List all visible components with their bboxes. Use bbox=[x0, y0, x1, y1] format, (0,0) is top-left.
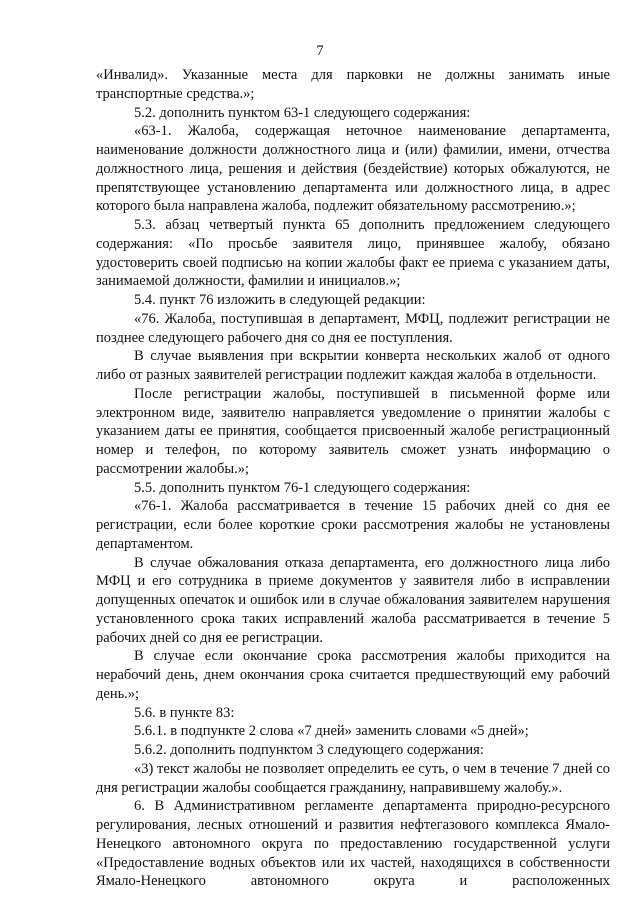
paragraph-76-1-refusal: В случае обжалования отказа департамента, его должностного лица либо МФЦ и его сотрудника в приеме документов у заявителя либо в исправлении допущенных опечаток и ошибок или в случае обжалования заявителем нарушения установленного срока таких исправлений жалоба рассматривается в течение 5 рабочих дней со дня ее регистрации. bbox=[96, 554, 610, 646]
paragraph-76: «76. Жалоба, поступившая в департамент, МФЦ, подлежит регистрации не позднее следующего рабочего дня со дня ее поступления. bbox=[96, 310, 610, 346]
paragraph-subpoint-3: «3) текст жалобы не позволяет определить ее суть, о чем в течение 7 дней со дня регистрации жалобы сообщается гражданину, направившему жалобу.». bbox=[96, 760, 610, 796]
paragraph-5-5: 5.5. дополнить пунктом 76-1 следующего содержания: bbox=[134, 479, 471, 496]
paragraph-5-6: 5.6. в пункте 83: bbox=[134, 704, 235, 721]
paragraph-5-4: 5.4. пункт 76 изложить в следующей редакции: bbox=[134, 292, 426, 308]
paragraph-76-notification: После регистрации жалобы, поступившей в письменной форме или электронном виде, заявителю направляется уведомление о принятии жалобы с указанием даты ее принятия, сообщается присвоенный жалобе регистрационный номер и телефон, по которому заявитель сможет узнать информацию о рассмотрении жалобы.»; bbox=[96, 385, 610, 477]
paragraph-5-6-1: 5.6.1. в подпункте 2 слова «7 дней» заменить словами «5 дней»; bbox=[134, 723, 529, 740]
paragraph-5-6-2: 5.6.2. дополнить подпунктом 3 следующего содержания: bbox=[134, 742, 484, 758]
page-number: 7 bbox=[316, 43, 324, 59]
paragraph-5-2: 5.2. дополнить пунктом 63-1 следующего содержания: bbox=[134, 104, 471, 121]
paragraph-63-1: «63-1. Жалоба, содержащая неточное наименование департамента, наименование должности должностного лица и (или) фамилии, имени, отчества должностного лица, решения и действия (бездействие) которых обжалуются, не препятствующее установлению департамента или должностного лица, в адрес которого была направлена жалоба, подлежит обязательному рассмотрению.»; bbox=[96, 123, 610, 215]
document-body bbox=[96, 66, 610, 891]
paragraph-5-3: 5.3. абзац четвертый пункта 65 дополнить предложением следующего содержания: «По просьбе заявителя лицо, принявшее жалобу, обязано удостоверить своей подписью на копии жалобы факт ее приема с указанием даты, занимаемой должности, фамилии и инициалов.»; bbox=[96, 217, 610, 290]
paragraph-parking-tail: «Инвалид». Указанные места для парковки не должны занимать иные транспортные средства.»; bbox=[96, 67, 610, 102]
paragraph-76-multiple-complaints: В случае выявления при вскрытии конверта нескольких жалоб от одного либо от разных заявителей регистрации подлежит каждая жалоба в отдельности. bbox=[96, 348, 610, 383]
paragraph-76-1-nonworking-day: В случае если окончание срока рассмотрения жалобы приходится на нерабочий день, днем окончания срока считается предшествующий ему рабочий день.»; bbox=[96, 648, 610, 702]
paragraph-76-1: «76-1. Жалоба рассматривается в течение 15 рабочих дней со дня ее регистрации, если более короткие сроки рассмотрения жалобы не установлены департаментом. bbox=[96, 498, 610, 552]
paragraph-6: 6. В Административном регламенте департамента природно-ресурсного регулирования, лесных отношений и развития нефтегазового комплекса Ямало-Ненецкого автономного округа по предоставлению государственной услуги «Предоставление водных объектов или их частей, находящихся в собственности Ямало-Ненецкого автономного округа и расположенных bbox=[96, 798, 610, 890]
